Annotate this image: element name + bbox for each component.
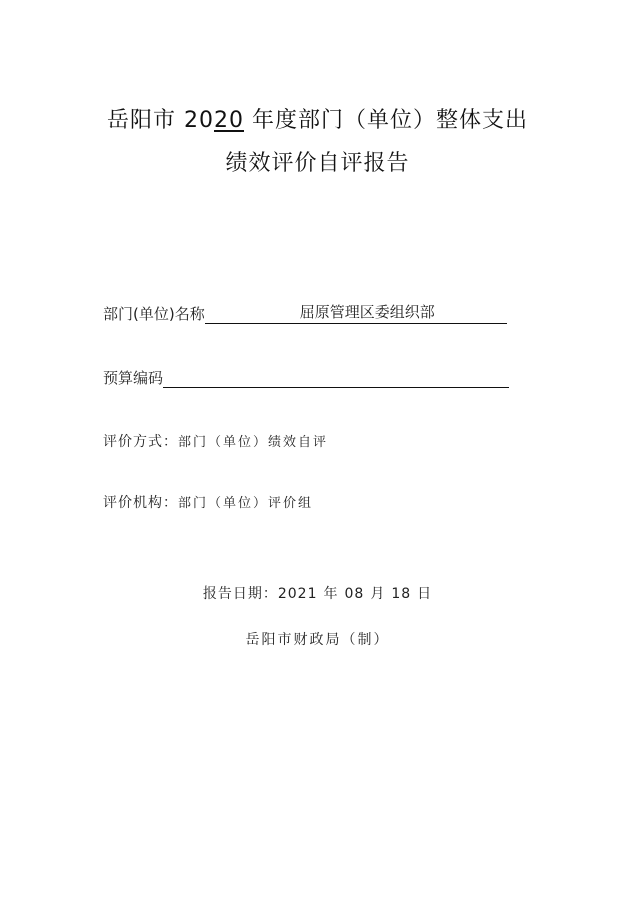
- report-date-month-unit: 月: [370, 586, 386, 602]
- issuer-line: 岳阳市财政局（制）: [245, 632, 390, 648]
- department-name-line: [205, 303, 507, 324]
- evaluation-org-label: 评价机构：: [103, 495, 178, 511]
- evaluation-method-label: 评价方式：: [103, 434, 178, 450]
- title-prefix: 岳阳市 20: [107, 108, 214, 133]
- report-title-line-2: 绩效评价自评报告: [225, 151, 410, 176]
- report-date-day-unit: 日: [417, 586, 433, 602]
- report-title-line-1: [0, 103, 635, 134]
- evaluation-organization: [103, 492, 313, 512]
- title-suffix: 年度部门（单位）整体支出: [244, 108, 528, 133]
- evaluation-method-value: 部门（单位）绩效自评: [178, 435, 329, 450]
- evaluation-org-value: 部门（单位）评价组: [178, 496, 314, 511]
- title-year-underlined: 20: [214, 108, 244, 133]
- report-date-day: 18: [391, 586, 412, 602]
- budget-code-field: [103, 367, 509, 388]
- budget-code-label: 预算编码: [103, 369, 164, 387]
- report-date: [0, 583, 635, 603]
- budget-code-line: [163, 370, 509, 388]
- evaluation-method: [103, 431, 328, 451]
- report-date-month: 08: [344, 586, 365, 602]
- report-date-year-unit: 年: [323, 586, 339, 602]
- department-name-value: 屈原管理区委组织部: [299, 303, 435, 321]
- department-name-field: [103, 303, 507, 324]
- report-date-year: 2021: [277, 586, 318, 602]
- report-date-label: 报告日期：: [202, 586, 278, 602]
- department-name-label: 部门(单位)名称: [103, 305, 205, 323]
